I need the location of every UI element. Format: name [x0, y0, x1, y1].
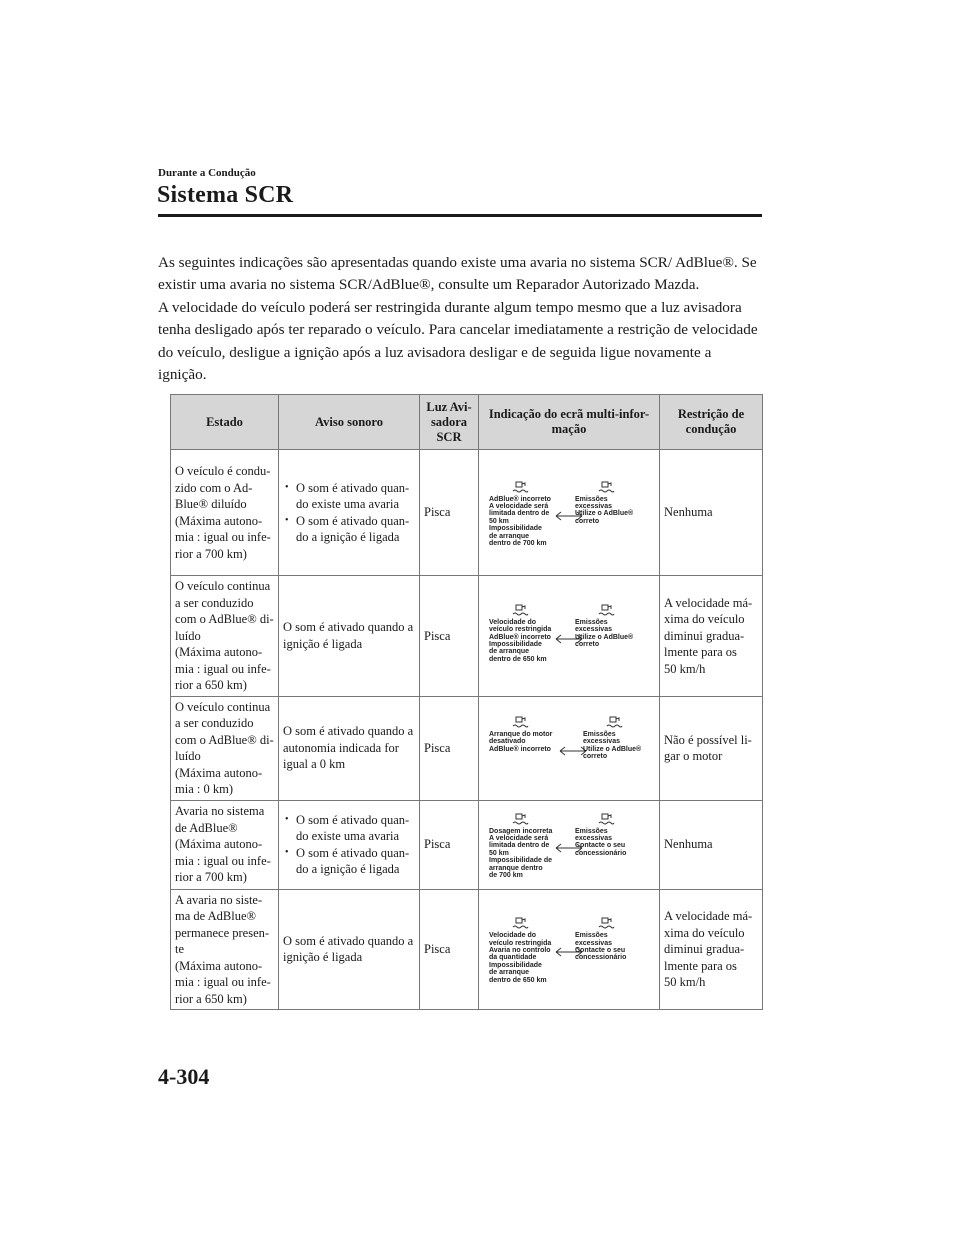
cell-estado: O veículo é condu- zido com o Ad- Blue® diluído (Máxima autono- mia : igual ou infe- rior a 700 km): [171, 450, 279, 576]
display-text-right: Emissões excessivas Utilize o AdBlue® correto: [575, 618, 634, 648]
display-panel-right: [575, 813, 655, 858]
table-row: [171, 576, 763, 697]
scr-warning-icon: [597, 481, 615, 494]
cell-display: [479, 576, 660, 697]
cell-luz-avisadora: Pisca: [420, 800, 479, 889]
display-text-left: Dosagem incorreta A velocidade será limitada dentro de 50 km Impossibilidade de arranque dentro de 700 km: [489, 827, 553, 879]
scr-warning-icon: [597, 813, 615, 826]
table-header-row: [171, 395, 763, 450]
cell-luz-avisadora: Pisca: [420, 576, 479, 697]
display-panel-right: [583, 716, 663, 761]
cell-luz-avisadora: Pisca: [420, 450, 479, 576]
intro-paragraph-1: As seguintes indicações são apresentadas quando existe uma avaria no sistema SCR/ AdBlue®. Se existir uma avaria no sistema SCR/AdBlue®, consulte um Reparador Autorizado Mazda.: [158, 254, 757, 294]
scr-warning-icon: [511, 716, 529, 729]
table-row: [171, 450, 763, 576]
display-panel-right: [575, 481, 655, 526]
scr-warning-icon: [597, 604, 615, 617]
cell-estado: Avaria no sistema de AdBlue® (Máxima autono- mia : igual ou infe- rior a 700 km): [171, 800, 279, 889]
scr-warning-icon: [511, 813, 529, 826]
list-item: • O som é ativado quan- do a ignição é ligada: [283, 845, 415, 878]
cell-restricao: A velocidade má- xima do veículo diminui gradua- lmente para os 50 km/h: [660, 576, 763, 697]
section-label: Durante a Condução: [158, 167, 256, 179]
display-text-right: Emissões excessivas Contacte o seu concessionário: [575, 827, 627, 857]
cell-luz-avisadora: Pisca: [420, 889, 479, 1010]
list-item: • O som é ativado quan- do existe uma avaria: [283, 812, 415, 845]
display-text-left: Arranque do motor desativado AdBlue® incorreto: [489, 731, 553, 753]
table-row: [171, 889, 763, 1010]
display-panel-left: [489, 716, 567, 753]
cell-estado: O veículo continua a ser conduzido com o AdBlue® di- luído (Máxima autono- mia : igual ou infe- rior a 650 km): [171, 576, 279, 697]
display-text-left: Velocidade do veículo restringida Avaria no controlo da quantidade Impossibilidade de arranque dentro de 650 km: [489, 932, 552, 984]
header-aviso-sonoro: Aviso sonoro: [279, 395, 420, 450]
list-item: • O som é ativado quan- do existe uma avaria: [283, 480, 415, 513]
cell-restricao: Nenhuma: [660, 450, 763, 576]
cell-estado: O veículo continua a ser conduzido com o AdBlue® di- luído (Máxima autono- mia : 0 km): [171, 696, 279, 800]
display-text-right: Emissões excessivas Utilize o AdBlue® correto: [583, 731, 642, 761]
cell-display: [479, 800, 660, 889]
cell-display: [479, 450, 660, 576]
table-row: [171, 696, 763, 800]
scr-warning-icon: [605, 716, 623, 729]
display-text-right: Emissões excessivas Utilize o AdBlue® correto: [575, 495, 634, 525]
intro-paragraph-2: A velocidade do veículo poderá ser restringida durante algum tempo mesmo que a luz avisadora tenha desligado após ter reparado o veículo. Para cancelar imediatamente a restrição de velocidade do veículo, desligue a ignição após a luz avisadora desligar e de seguida ligue novamente a ignição.: [158, 298, 758, 384]
cell-aviso-sonoro: O som é ativado quando a ignição é ligada: [279, 889, 420, 1010]
header-estado: Estado: [171, 395, 279, 450]
display-panel-right: [575, 917, 655, 962]
cell-display: [479, 889, 660, 1010]
page-number: 4-304: [158, 1064, 210, 1089]
header-indicacao-ecra: Indicação do ecrã multi-infor- mação: [479, 395, 660, 450]
scr-warning-icon: [597, 917, 615, 930]
scr-warning-icon: [511, 917, 529, 930]
list-item: • O som é ativado quan- do a ignição é ligada: [283, 513, 415, 546]
cell-aviso-sonoro: [279, 450, 420, 576]
cell-restricao: A velocidade má- xima do veículo diminui gradua- lmente para os 50 km/h: [660, 889, 763, 1010]
scr-warning-icon: [511, 481, 529, 494]
display-text-left: AdBlue® incorreto A velocidade será limitada dentro de 50 km Impossibilidade de arranque dentro de 700 km: [489, 495, 551, 547]
scr-warning-icon: [511, 604, 529, 617]
scr-status-table: [170, 394, 763, 1010]
title-rule: [158, 214, 762, 217]
display-panel-right: [575, 604, 655, 649]
cell-aviso-sonoro: O som é ativado quando a autonomia indicada for igual a 0 km: [279, 696, 420, 800]
cell-restricao: Não é possível li- gar o motor: [660, 696, 763, 800]
cell-estado: A avaria no siste- ma de AdBlue® permanece presen- te (Máxima autono- mia : igual ou infe- rior a 650 km): [171, 889, 279, 1010]
cell-aviso-sonoro: [279, 800, 420, 889]
header-luz-avisadora: Luz Avi- sadora SCR: [420, 395, 479, 450]
table-row: [171, 800, 763, 889]
page-title: Sistema SCR: [157, 182, 294, 208]
header-restricao: Restrição de condução: [660, 395, 763, 450]
cell-display: [479, 696, 660, 800]
cell-aviso-sonoro: O som é ativado quando a ignição é ligada: [279, 576, 420, 697]
cell-restricao: Nenhuma: [660, 800, 763, 889]
display-text-left: Velocidade do veículo restringida AdBlue® incorreto Impossibilidade de arranque dentro de 650 km: [489, 618, 552, 663]
intro-text: [158, 252, 758, 386]
cell-luz-avisadora: Pisca: [420, 696, 479, 800]
display-text-right: Emissões excessivas Contacte o seu concessionário: [575, 932, 627, 962]
